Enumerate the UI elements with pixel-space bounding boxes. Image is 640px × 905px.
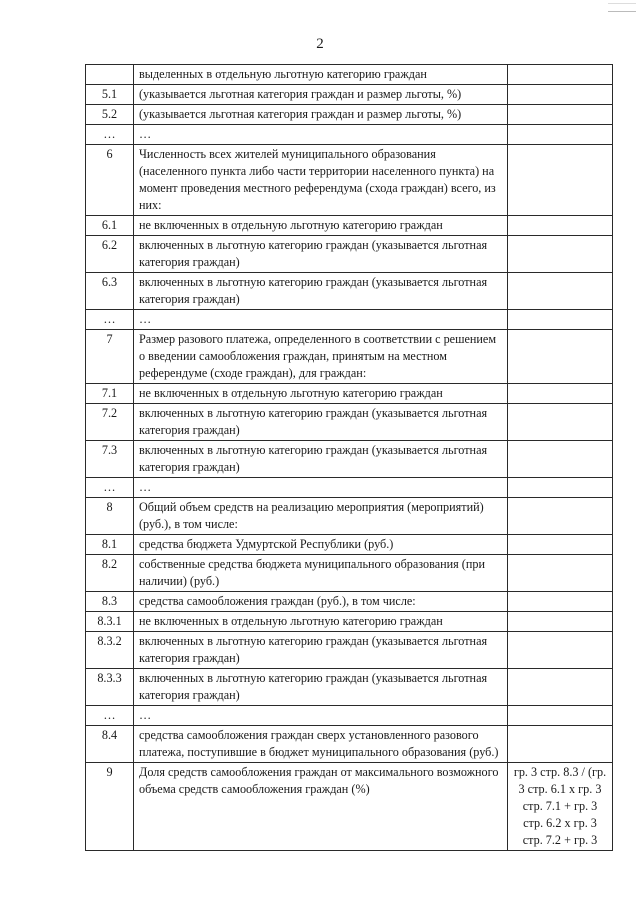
- table-row: [86, 535, 613, 555]
- indicators-table: [85, 64, 613, 851]
- row-number-cell: …: [86, 125, 134, 145]
- formula-cell: [508, 216, 613, 236]
- indicator-name-cell: …: [134, 478, 508, 498]
- row-number-cell: 6.2: [86, 236, 134, 273]
- formula-cell: [508, 330, 613, 384]
- formula-cell: [508, 441, 613, 478]
- table-row: [86, 706, 613, 726]
- table-row: [86, 478, 613, 498]
- indicator-name-cell: включенных в льготную категорию граждан (указывается льготная категория граждан): [134, 404, 508, 441]
- row-number-cell: 7.3: [86, 441, 134, 478]
- indicator-name-cell: Общий объем средств на реализацию мероприятия (мероприятий) (руб.), в том числе:: [134, 498, 508, 535]
- row-number-cell: 8.4: [86, 726, 134, 763]
- formula-cell: [508, 85, 613, 105]
- table-row: [86, 384, 613, 404]
- row-number-cell: [86, 65, 134, 85]
- table-row: [86, 592, 613, 612]
- indicator-name-cell: …: [134, 310, 508, 330]
- indicator-name-cell: …: [134, 706, 508, 726]
- row-number-cell: 6.3: [86, 273, 134, 310]
- formula-cell: гр. 3 стр. 8.3 / (гр. 3 стр. 6.1 x гр. 3 стр. 7.1 + гр. 3 стр. 6.2 x гр. 3 стр. 7.2 + гр. 3: [508, 763, 613, 851]
- row-number-cell: 8: [86, 498, 134, 535]
- formula-cell: [508, 145, 613, 216]
- table-row: [86, 612, 613, 632]
- row-number-cell: 7.1: [86, 384, 134, 404]
- table-row: [86, 310, 613, 330]
- row-number-cell: …: [86, 478, 134, 498]
- table-row: [86, 726, 613, 763]
- row-number-cell: 5.2: [86, 105, 134, 125]
- table-row: [86, 763, 613, 851]
- formula-cell: [508, 498, 613, 535]
- table-row: [86, 145, 613, 216]
- row-number-cell: 8.3.2: [86, 632, 134, 669]
- table-row: [86, 404, 613, 441]
- table-row: [86, 236, 613, 273]
- indicator-name-cell: включенных в льготную категорию граждан (указывается льготная категория граждан): [134, 632, 508, 669]
- table-row: [86, 498, 613, 535]
- table-row: [86, 555, 613, 592]
- table-row: [86, 105, 613, 125]
- scan-corner-mark: [608, 3, 636, 12]
- table-row: [86, 330, 613, 384]
- row-number-cell: 8.2: [86, 555, 134, 592]
- formula-cell: [508, 478, 613, 498]
- row-number-cell: 6.1: [86, 216, 134, 236]
- formula-cell: [508, 632, 613, 669]
- formula-cell: [508, 65, 613, 85]
- formula-cell: [508, 404, 613, 441]
- formula-cell: [508, 273, 613, 310]
- formula-cell: [508, 669, 613, 706]
- indicator-name-cell: средства самообложения граждан сверх установленного разового платежа, поступившие в бюджет муниципального образования (руб.): [134, 726, 508, 763]
- indicator-name-cell: средства самообложения граждан (руб.), в том числе:: [134, 592, 508, 612]
- row-number-cell: 6: [86, 145, 134, 216]
- table-row: [86, 273, 613, 310]
- indicator-name-cell: (указывается льготная категория граждан и размер льготы, %): [134, 85, 508, 105]
- indicator-name-cell: включенных в льготную категорию граждан (указывается льготная категория граждан): [134, 236, 508, 273]
- formula-cell: [508, 125, 613, 145]
- formula-cell: [508, 535, 613, 555]
- row-number-cell: 7: [86, 330, 134, 384]
- page-number: 2: [316, 36, 324, 52]
- indicator-name-cell: Размер разового платежа, определенного в соответствии с решением о введении самообложения граждан, принятым на местном референдуме (сходе граждан), для граждан:: [134, 330, 508, 384]
- indicator-name-cell: выделенных в отдельную льготную категорию граждан: [134, 65, 508, 85]
- indicator-name-cell: (указывается льготная категория граждан и размер льготы, %): [134, 105, 508, 125]
- row-number-cell: 9: [86, 763, 134, 851]
- formula-cell: [508, 236, 613, 273]
- formula-cell: [508, 726, 613, 763]
- indicator-name-cell: включенных в льготную категорию граждан (указывается льготная категория граждан): [134, 669, 508, 706]
- formula-cell: [508, 612, 613, 632]
- formula-cell: [508, 706, 613, 726]
- row-number-cell: …: [86, 706, 134, 726]
- table-row: [86, 65, 613, 85]
- formula-cell: [508, 555, 613, 592]
- indicator-name-cell: включенных в льготную категорию граждан (указывается льготная категория граждан): [134, 441, 508, 478]
- row-number-cell: 8.3.1: [86, 612, 134, 632]
- row-number-cell: 8.3.3: [86, 669, 134, 706]
- indicator-name-cell: собственные средства бюджета муниципального образования (при наличии) (руб.): [134, 555, 508, 592]
- row-number-cell: 7.2: [86, 404, 134, 441]
- indicator-name-cell: включенных в льготную категорию граждан (указывается льготная категория граждан): [134, 273, 508, 310]
- table-row: [86, 669, 613, 706]
- formula-cell: [508, 384, 613, 404]
- formula-cell: [508, 105, 613, 125]
- indicator-name-cell: …: [134, 125, 508, 145]
- indicator-name-cell: Численность всех жителей муниципального образования (населенного пункта либо части территории населенного пункта) на момент проведения местного референдума (схода граждан) всего, из них:: [134, 145, 508, 216]
- table-row: [86, 632, 613, 669]
- table-row: [86, 125, 613, 145]
- row-number-cell: 8.3: [86, 592, 134, 612]
- indicator-name-cell: средства бюджета Удмуртской Республики (руб.): [134, 535, 508, 555]
- row-number-cell: 5.1: [86, 85, 134, 105]
- table-row: [86, 85, 613, 105]
- indicator-name-cell: Доля средств самообложения граждан от максимального возможного объема средств самообложения граждан (%): [134, 763, 508, 851]
- row-number-cell: …: [86, 310, 134, 330]
- formula-cell: [508, 310, 613, 330]
- indicator-name-cell: не включенных в отдельную льготную категорию граждан: [134, 612, 508, 632]
- table-row: [86, 216, 613, 236]
- formula-cell: [508, 592, 613, 612]
- indicator-name-cell: не включенных в отдельную льготную категорию граждан: [134, 384, 508, 404]
- indicator-name-cell: не включенных в отдельную льготную категорию граждан: [134, 216, 508, 236]
- table-row: [86, 441, 613, 478]
- row-number-cell: 8.1: [86, 535, 134, 555]
